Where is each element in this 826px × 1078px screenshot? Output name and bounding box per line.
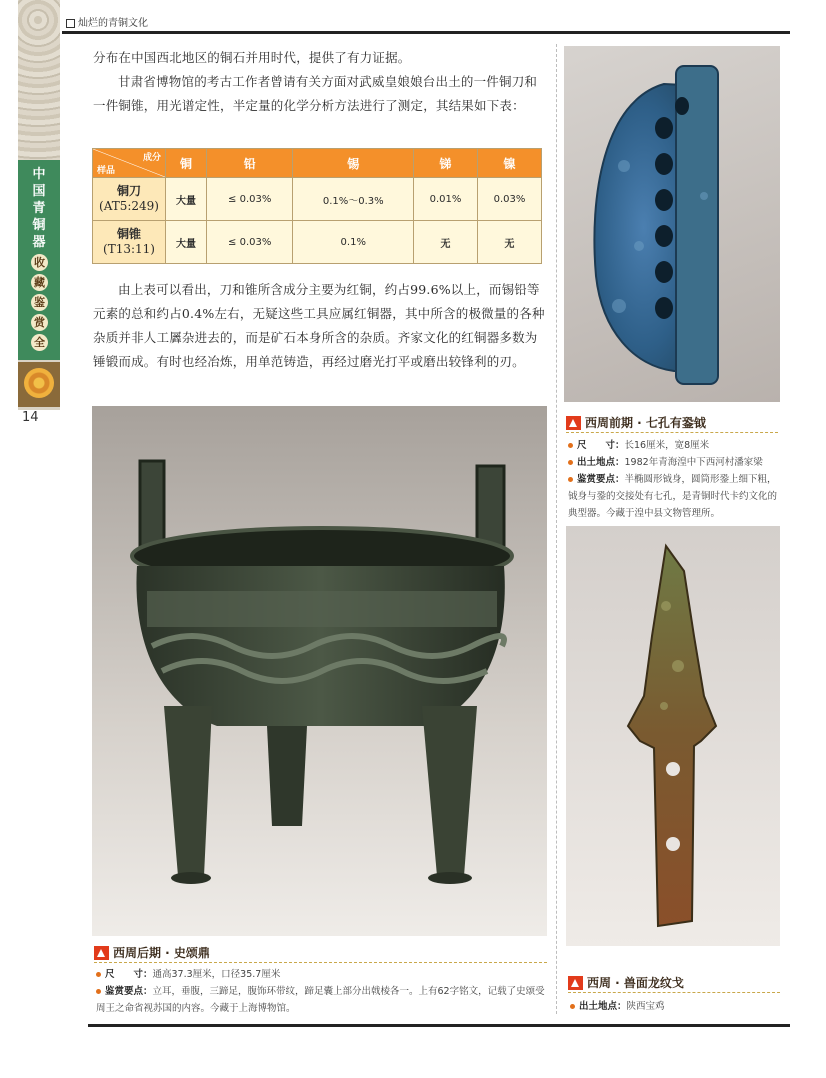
sidebar-circle-char: 收 bbox=[31, 254, 48, 271]
ding-title: 西周后期 · 史颂鼎 bbox=[113, 946, 210, 960]
sidebar-char: 国 bbox=[32, 184, 46, 199]
bullet-icon bbox=[568, 443, 573, 448]
column-divider bbox=[556, 44, 557, 1014]
sidebar-char: 中 bbox=[32, 167, 46, 182]
footer-rule bbox=[88, 1024, 790, 1027]
table-cell: 0.1% bbox=[293, 221, 414, 264]
axe-caption-title bbox=[566, 412, 778, 433]
bullet-icon bbox=[96, 989, 101, 994]
ding-info bbox=[96, 966, 548, 1017]
ding-photo bbox=[92, 406, 547, 936]
ge-site-line: 出土地点：陕西宝鸡 bbox=[570, 998, 780, 1015]
column-header: 铅 bbox=[206, 149, 292, 178]
medallion-icon bbox=[24, 368, 54, 398]
cloud-pattern-decoration bbox=[18, 0, 60, 160]
ding-key-line: 鉴赏要点：立耳，垂腹，三蹄足，腹饰环带纹，蹄足囊上部分出戟棱各一。上有62字铭文，记载了史颂受周王之命省视苏国的内容。今藏于上海博物馆。 bbox=[96, 986, 545, 1014]
bullet-icon bbox=[568, 477, 573, 482]
table-cell: 大量 bbox=[166, 178, 207, 221]
ge-title: 西周 · 兽面龙纹戈 bbox=[587, 976, 684, 990]
sidebar-circle-char: 赏 bbox=[31, 314, 48, 331]
triangle-marker-icon bbox=[94, 946, 109, 960]
table-cell: 大量 bbox=[166, 221, 207, 264]
table-cell: 0.1%～0.3% bbox=[293, 178, 414, 221]
column-header: 锑 bbox=[414, 149, 478, 178]
bullet-icon bbox=[568, 460, 573, 465]
page-number: 14 bbox=[22, 410, 39, 425]
table-corner-header bbox=[93, 149, 166, 178]
table-cell: 0.01% bbox=[414, 178, 478, 221]
axe-illustration bbox=[564, 46, 780, 402]
row-label: 铜刀 (AT5:249) bbox=[93, 178, 166, 221]
axe-key-line: 鉴赏要点：半椭圆形钺身，圆筒形銎上细下粗，钺身与銎的交接处有七孔，是青铜时代卡约文化的典型器。今藏于湟中县文物管理所。 bbox=[568, 474, 778, 519]
row-label: 铜锥 (T13:11) bbox=[93, 221, 166, 264]
composition-table bbox=[92, 148, 542, 264]
header-rule bbox=[62, 31, 790, 34]
table-row bbox=[93, 178, 542, 221]
ge-caption-title bbox=[568, 972, 780, 993]
corner-label-top: 成分 bbox=[142, 153, 161, 163]
column-header: 铜 bbox=[166, 149, 207, 178]
bullet-icon bbox=[570, 1004, 575, 1009]
corner-label-bottom: 样品 bbox=[97, 166, 116, 176]
column-header: 镍 bbox=[478, 149, 542, 178]
axe-photo bbox=[564, 46, 780, 402]
sidebar-char: 青 bbox=[32, 201, 46, 216]
triangle-marker-icon bbox=[566, 416, 581, 430]
sidebar-char: 器 bbox=[32, 235, 46, 250]
bullet-icon bbox=[96, 972, 101, 977]
ding-size-line: 尺 寸：通高37.3厘米，口径35.7厘米 bbox=[96, 966, 548, 983]
table-cell: 无 bbox=[414, 221, 478, 264]
column-header: 锡 bbox=[293, 149, 414, 178]
sidebar-char: 铜 bbox=[32, 218, 46, 233]
paragraph-3: 由上表可以看出，刀和锥所含成分主要为红铜，约占99.6%以上，而锡铅等元素的总和约占0.4%左右，无疑这些工具应属红铜器，其中所含的极微量的各种杂质并非人工羼杂进去的，而是矿石本身所含的杂质。齐家文化的红铜器多数为锤锻而成。有时也经冶炼，用单范铸造，再经过磨光打平或磨出较锋利的刃。 bbox=[93, 282, 545, 369]
ge-illustration bbox=[566, 526, 780, 946]
table-cell: 无 bbox=[478, 221, 542, 264]
triangle-marker-icon bbox=[568, 976, 583, 990]
axe-info bbox=[568, 437, 780, 522]
table-row bbox=[93, 221, 542, 264]
table-cell: ≤ 0.03% bbox=[206, 178, 292, 221]
axe-size-line: 尺 寸：长16厘米，宽8厘米 bbox=[568, 437, 780, 454]
running-header bbox=[66, 14, 148, 29]
paragraph-2: 甘肃省博物馆的考古工作者曾请有关方面对武威皇娘娘台出土的一件铜刀和一件铜锥，用光谱定性，半定量的化学分析方法进行了测定，其结果如下表： bbox=[93, 74, 538, 113]
paragraph-1: 分布在中国西北地区的铜石并用时代，提供了有力证据。 bbox=[93, 50, 411, 65]
sidebar-circle-char: 全 bbox=[31, 334, 48, 351]
ding-illustration bbox=[92, 406, 547, 936]
axe-title: 西周前期 · 七孔有銎钺 bbox=[585, 416, 706, 430]
ding-caption-title bbox=[94, 942, 547, 963]
table-cell: 0.03% bbox=[478, 178, 542, 221]
sidebar-circle-char: 藏 bbox=[31, 274, 48, 291]
sidebar-circle-char: 鉴 bbox=[31, 294, 48, 311]
section-title: 灿烂的青铜文化 bbox=[78, 18, 148, 29]
table-cell: ≤ 0.03% bbox=[206, 221, 292, 264]
axe-site-line: 出土地点：1982年青海湟中下西河村潘家梁 bbox=[568, 454, 780, 471]
ge-info bbox=[570, 998, 780, 1015]
square-icon bbox=[66, 19, 75, 28]
ge-photo bbox=[566, 526, 780, 946]
